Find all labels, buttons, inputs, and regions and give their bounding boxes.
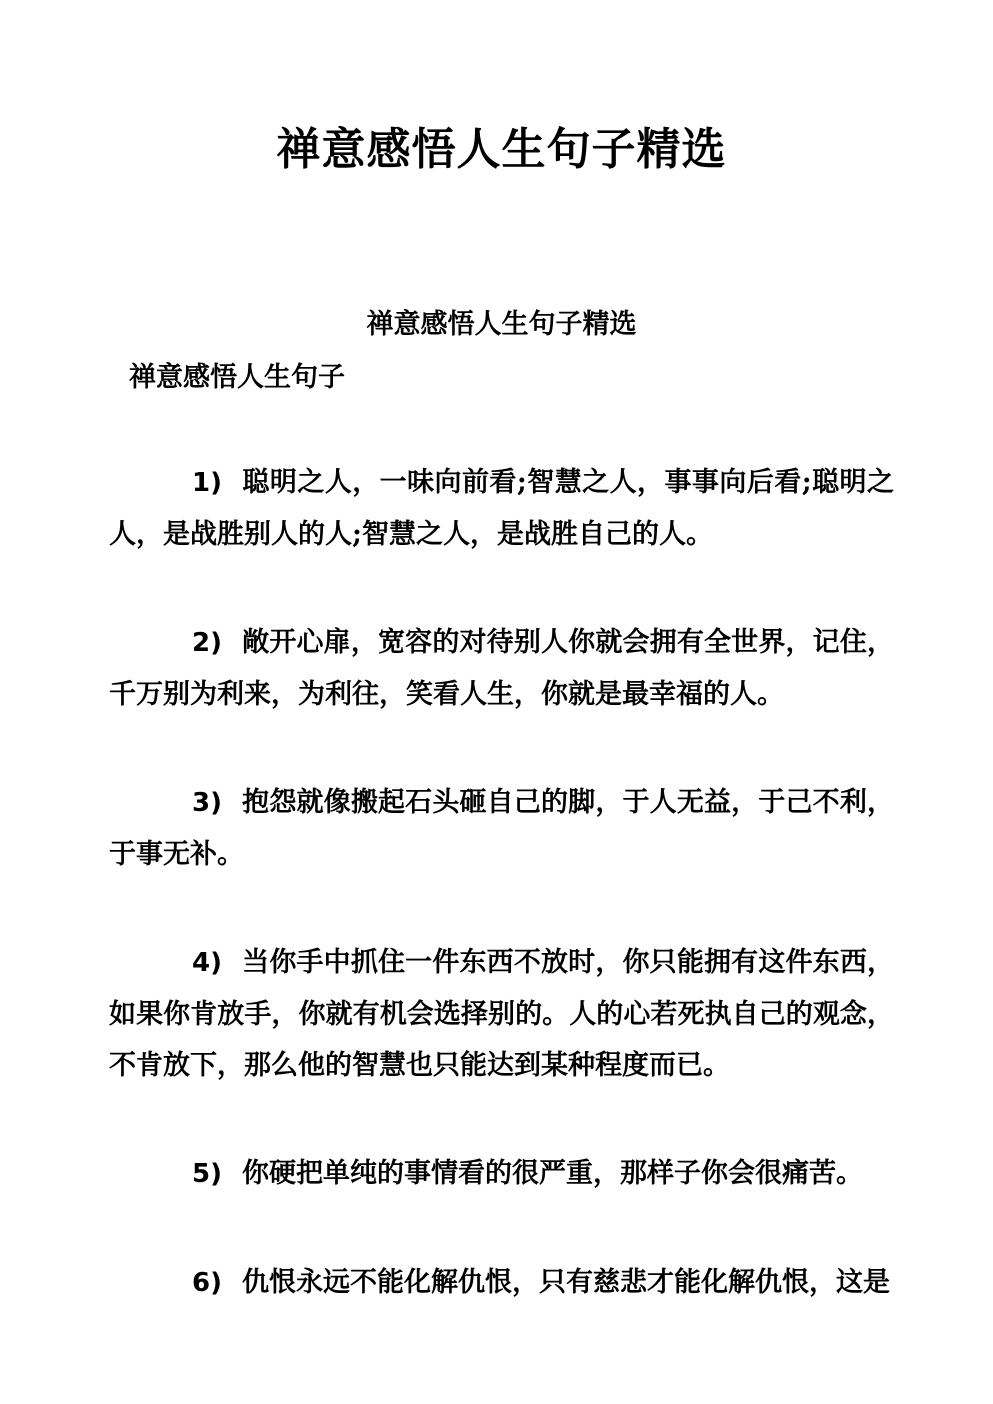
section-heading: 禅意感悟人生句子 [129,362,345,393]
document-subtitle: 禅意感悟人生句子精选 [366,309,637,340]
document-title: 禅意感悟人生句子精选 [276,124,727,175]
quote-paragraph [109,457,894,560]
quote-number: 6) [192,1268,222,1298]
quote-number: 3) [192,788,222,818]
quote-paragraph [109,1257,894,1309]
quote-text: 当你手中抓住一件东西不放时，你只能拥有这件东西，如果你肯放手，你就有机会选择别的。人的心若死执自己的观念，不肯放下，那么他的智慧也只能达到某种程度而已。 [109,947,894,1081]
quote-text: 聪明之人，一味向前看;智慧之人，事事向后看;聪明之人，是战胜别人的人;智慧之人，是战胜自己的人。 [109,467,894,550]
quote-text: 仇恨永远不能化解仇恨，只有慈悲才能化解仇恨，这是 [241,1267,890,1298]
quote-paragraph [109,1148,894,1200]
quote-number: 2) [192,628,222,658]
quote-list [109,457,894,1309]
quote-number: 4) [192,948,222,978]
quote-number: 1) [192,468,222,498]
quote-text: 敞开心扉，宽容的对待别人你就会拥有全世界，记住，千万别为利来，为利往，笑看人生，你就是最幸福的人。 [109,627,894,710]
quote-text: 你硬把单纯的事情看的很严重，那样子你会很痛苦。 [241,1158,863,1189]
quote-paragraph [109,777,894,880]
quote-paragraph [109,937,894,1091]
quote-paragraph [109,617,894,720]
quote-number: 5) [192,1159,222,1189]
quote-text: 抱怨就像搬起石头砸自己的脚，于人无益，于己不利，于事无补。 [109,787,894,870]
